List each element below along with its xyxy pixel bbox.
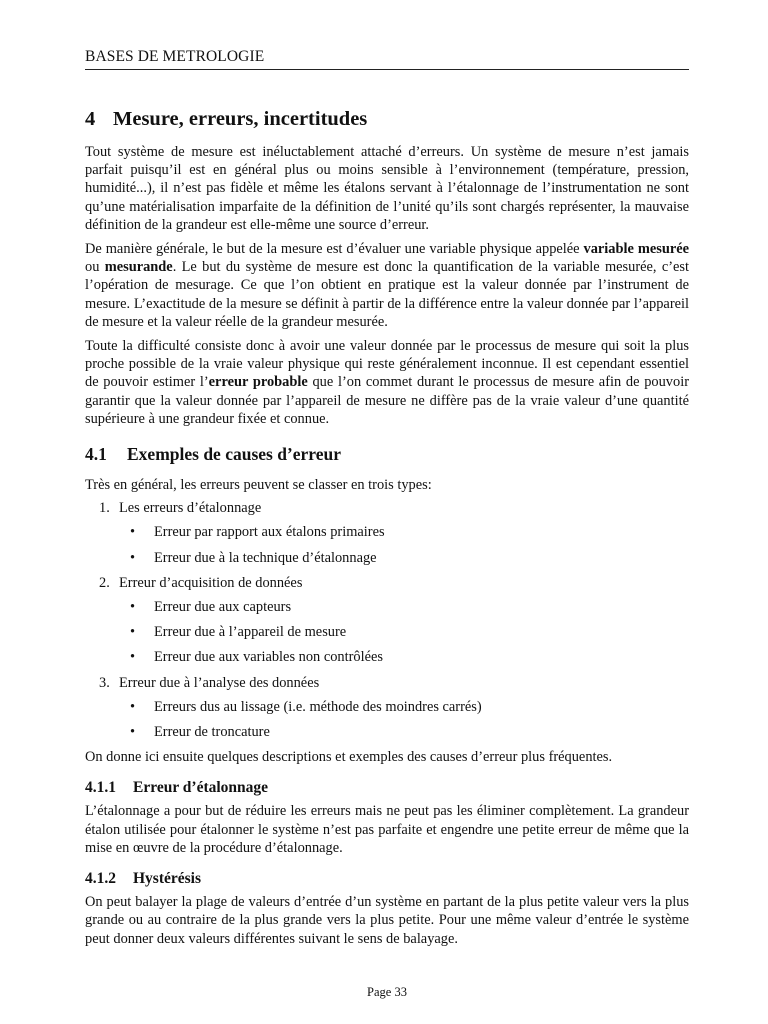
cause-item [85, 499, 689, 567]
bold-term: variable mesurée [583, 241, 689, 258]
cause-number: 1. [99, 500, 110, 517]
bullet-item [85, 623, 689, 641]
bullet-text: Erreur due aux capteurs [154, 599, 292, 616]
subsection-number: 4.1 [85, 444, 107, 465]
bullet-item [85, 549, 689, 567]
cause-label: Les erreurs d’étalonnage [119, 500, 262, 517]
cause-item [85, 574, 689, 667]
page-number: Page 33 [367, 985, 407, 999]
cause-subitems [85, 598, 689, 667]
bullet-text: Erreur de troncature [154, 724, 270, 741]
bold-term: mesurande [104, 259, 173, 276]
subsubsection-title: Erreur d’étalonnage [133, 779, 269, 797]
bullet-item [85, 723, 689, 741]
bullet-item [85, 698, 689, 716]
subsection-title: Exemples de causes d’erreur [127, 444, 342, 465]
bullet-item [85, 598, 689, 616]
bullet-text: Erreur due à la technique d’étalonnage [154, 549, 377, 566]
subsubsections [85, 778, 689, 947]
text-segment: ou [85, 259, 105, 276]
bullet-item [85, 648, 689, 666]
cause-number: 2. [99, 574, 110, 591]
document-page [85, 0, 689, 1024]
subsection-outro: On donne ici ensuite quelques descriptions et exemples des causes d’erreur plus fréquentes. [85, 749, 613, 766]
section-heading [85, 106, 689, 132]
cause-item [85, 674, 689, 742]
bullet-icon: • [130, 524, 136, 541]
bullet-icon: • [130, 549, 136, 566]
subsection-intro: Très en général, les erreurs peuvent se classer en trois types: [85, 477, 432, 494]
subsection-heading [85, 443, 689, 465]
cause-subitems [85, 523, 689, 566]
body-paragraph [85, 337, 689, 428]
causes-list [85, 499, 689, 741]
cause-label: Erreur d’acquisition de données [119, 574, 303, 591]
bullet-text: Erreur par rapport aux étalons primaires [154, 524, 385, 541]
bold-term: erreur probable [208, 374, 308, 391]
subsubsection-title: Hystérésis [133, 870, 202, 888]
cause-number: 3. [99, 674, 110, 691]
bullet-text: Erreur due à l’appareil de mesure [154, 624, 347, 641]
cause-subitems [85, 698, 689, 741]
text-segment: De manière générale, le but de la mesure est d’évaluer une variable physique appelée [85, 241, 584, 258]
bullet-icon: • [130, 649, 136, 666]
body-paragraph: On peut balayer la plage de valeurs d’entrée d’un système en partant de la plus petite valeur vers la plus grande ou au contraire de la plus grande vers la plus petite. Pour une même valeur d’entrée le système peut donner deux valeurs différentes suivant le sens de balayage. [85, 894, 689, 947]
body-paragraph [85, 143, 689, 234]
text-segment: Toute la difficulté consiste donc à avoir une valeur donnée par le processus de mesure qui soit la plus proche possible de la vraie valeur physique qui reste généralement inconnue. Il est cependant essentiel de pouvoir estimer l’ [85, 338, 689, 391]
bullet-icon: • [130, 599, 136, 616]
text-segment: que l’on commet durant le processus de mesure afin de pouvoir garantir que la valeur donnée par l’appareil de mesure ne diffère pas de la vraie valeur d’une quantité supérieure à une grandeur fixée et connue. [85, 374, 689, 427]
running-header: BASES DE METROLOGIE [85, 48, 689, 70]
cause-label: Erreur due à l’analyse des données [119, 674, 320, 691]
bullet-item [85, 523, 689, 541]
bullet-text: Erreurs dus au lissage (i.e. méthode des moindres carrés) [154, 698, 482, 715]
subsubsection-number: 4.1.1 [85, 779, 116, 797]
subsubsection-number: 4.1.2 [85, 870, 116, 888]
subsubsection-heading [85, 869, 689, 889]
body-paragraph [85, 240, 689, 331]
page-content [85, 106, 689, 954]
bullet-text: Erreur due aux variables non contrôlées [154, 649, 383, 666]
text-segment: . Le but du système de mesure est donc la quantification de la variable mesurée, c’est l’opération de mesurage. Ce que l’on obtient en pratique est la valeur donnée par l’instrument de mesure. L’exactitude de la mesure se définit à partir de la différence entre la valeur donnée par l’appareil de mesure et la valeur réelle de la grandeur mesurée. [85, 259, 689, 330]
bullet-icon: • [130, 724, 136, 741]
section-body [85, 143, 689, 428]
subsubsection-heading [85, 778, 689, 798]
body-paragraph: L’étalonnage a pour but de réduire les erreurs mais ne peut pas les éliminer complètement. La grandeur étalon utilisée pour étalonner le système n’est pas parfaite et engendre une petite erreur de même que la mise en œuvre de la procédure d’étalonnage. [85, 803, 689, 856]
text-segment: Tout système de mesure est inéluctablement attaché d’erreurs. Un système de mesure n’est jamais parfait puisqu’il est en général plus ou moins sensible à l’environnement (température, pression, humidité...), il n’est pas fidèle et même les étalons servant à l’étalonnage de l’instrumentation ne sont qu’une matérialisation imparfaite de la définition de l’unité qu’ils sont chargés représenter, la mauvaise définition de la grandeur est elle-même une source d’erreur. [85, 144, 689, 233]
bullet-icon: • [130, 698, 136, 715]
section-title: Mesure, erreurs, incertitudes [113, 108, 368, 130]
section-number: 4 [85, 108, 96, 130]
bullet-icon: • [130, 624, 136, 641]
